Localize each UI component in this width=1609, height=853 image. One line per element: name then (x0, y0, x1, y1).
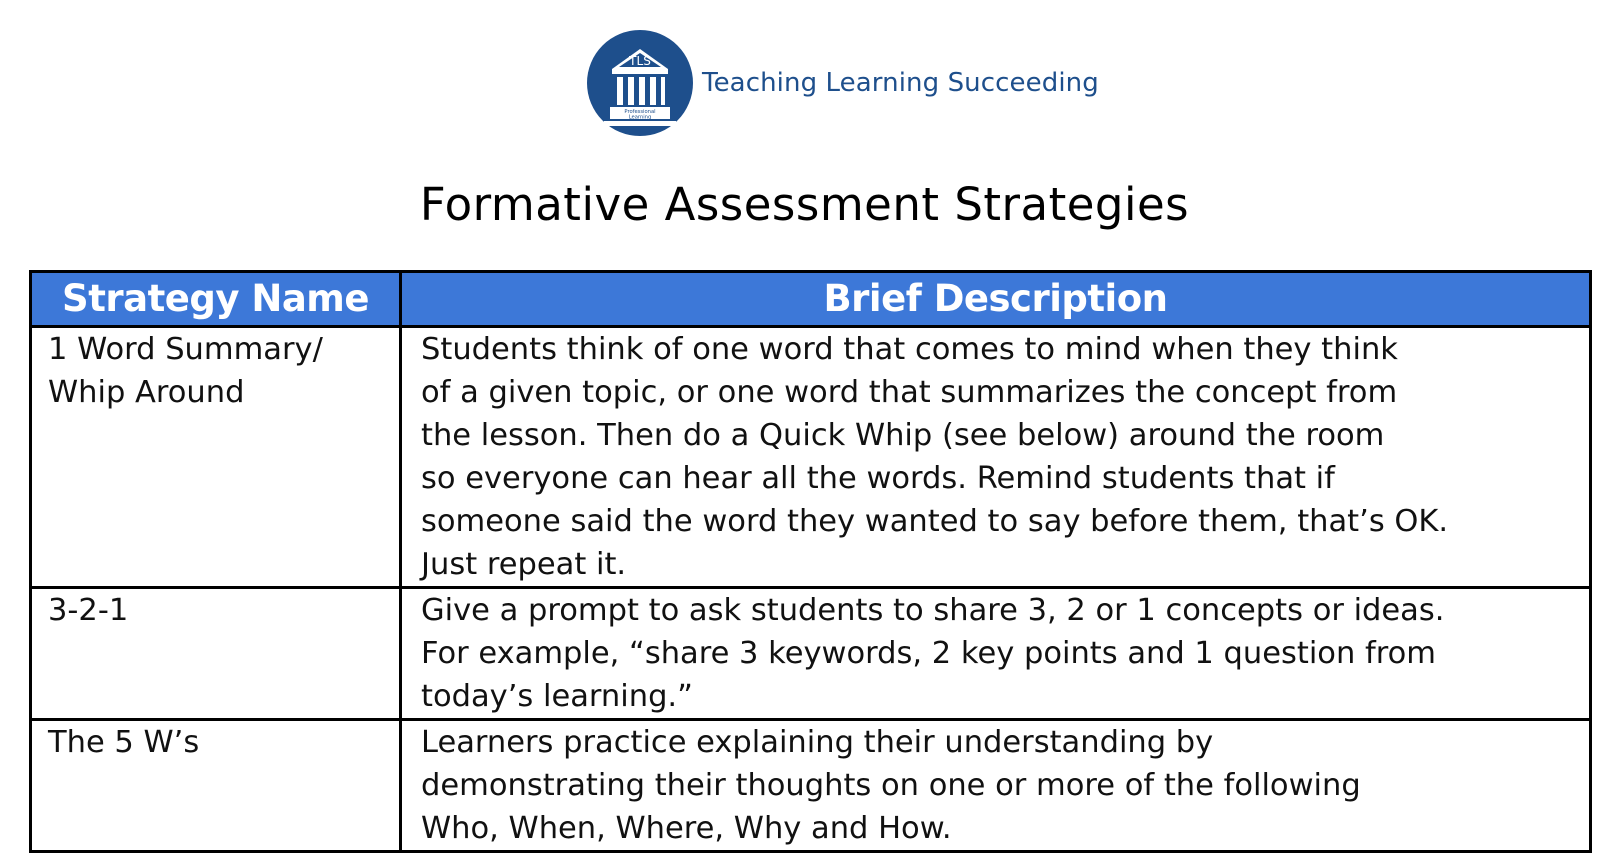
seal-sub-line2: Learning (628, 114, 652, 121)
strategy-description-line: Learners practice explaining their understanding by (421, 725, 1214, 760)
strategy-description-line: Students think of one word that comes to mind when they think (421, 332, 1398, 367)
strategy-description-line: so everyone can hear all the words. Remind students that if (421, 461, 1335, 496)
strategy-description-line: of a given topic, or one word that summarizes the concept from (421, 375, 1398, 410)
strategy-description-line: For example, “share 3 keywords, 2 key points and 1 question from (421, 636, 1436, 671)
header-strategy-name: Strategy Name (31, 272, 401, 327)
strategy-description-line: Who, When, Where, Why and How. (421, 811, 952, 846)
table-row (31, 720, 1591, 852)
strategy-description-line: Give a prompt to ask students to share 3, 2 or 1 concepts or ideas. (421, 593, 1445, 628)
strategy-description-line: demonstrating their thoughts on one or more of the following (421, 768, 1361, 803)
strategy-description-cell (401, 588, 1591, 720)
strategy-name-line: The 5 W’s (48, 725, 200, 760)
logo-tagline: Teaching Learning Succeeding (702, 68, 1099, 98)
strategy-name-line: 1 Word Summary/ (48, 332, 323, 367)
table-row (31, 588, 1591, 720)
table-body (31, 327, 1591, 852)
strategy-description-cell (401, 720, 1591, 852)
seal-sub-line1: Professional (624, 109, 656, 115)
strategy-description-cell (401, 327, 1591, 588)
strategy-name-line: Whip Around (48, 375, 245, 410)
strategy-name-line: 3-2-1 (48, 593, 129, 628)
strategy-description-line: today’s learning.” (421, 679, 693, 714)
strategy-name-cell (31, 327, 401, 588)
strategy-description-line: the lesson. Then do a Quick Whip (see below) around the room (421, 418, 1385, 453)
table-header-row (31, 272, 1591, 327)
table-row (31, 327, 1591, 588)
header-brief-description: Brief Description (401, 272, 1591, 327)
strategy-name-cell (31, 588, 401, 720)
tls-seal-icon (586, 29, 694, 137)
logo (586, 29, 1099, 137)
strategies-table (29, 270, 1592, 853)
strategy-description-line: Just repeat it. (421, 547, 627, 582)
seal-letters: TLS (629, 54, 651, 68)
strategy-name-cell (31, 720, 401, 852)
strategy-description-line: someone said the word they wanted to say before them, that’s OK. (421, 504, 1449, 539)
document-title: Formative Assessment Strategies (419, 178, 1190, 231)
